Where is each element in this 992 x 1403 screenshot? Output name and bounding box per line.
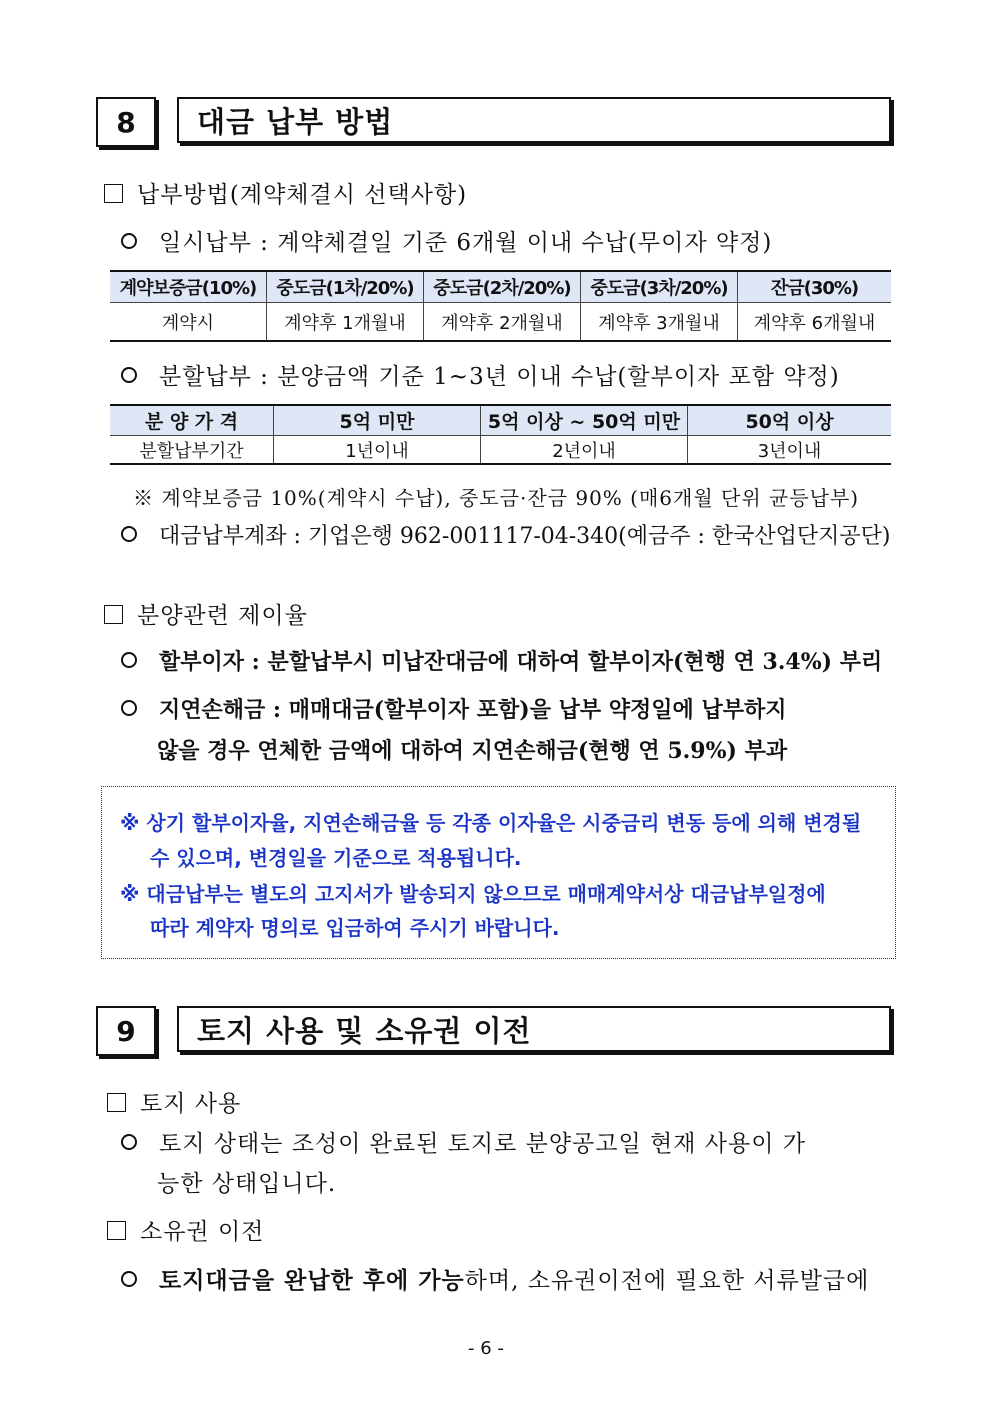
table-cell: 1년이내	[274, 436, 481, 465]
notice-line-3: ※ 대금납부는 별도의 고지서가 발송되지 않으므로 매매계약서상 대금납부일정에	[120, 882, 826, 906]
checkbox-square-icon	[104, 184, 123, 203]
table-cell: 계약후 3개월내	[581, 303, 738, 342]
table-header-cell: 5억 이상 ~ 50억 미만	[481, 405, 688, 436]
transfer-heading: 소유권 이전	[107, 1213, 264, 1246]
page-number: - 6 -	[468, 1338, 504, 1359]
deposit-note: ※ 계약보증금 10%(계약시 수납), 중도금·잔금 90% (매6개월 단위 균등납부)	[133, 486, 860, 510]
circle-bullet-icon	[121, 1134, 137, 1150]
interest-label: 할부이자 :	[159, 649, 268, 675]
installment-line: 분할납부 : 분양금액 기준 1~3년 이내 수납(할부이자 포함 약정)	[121, 358, 840, 391]
delay-text: 매매대금(할부이자 포함)을 납부 약정일에 납부하지	[288, 697, 787, 723]
table-cell: 계약후 1개월내	[267, 303, 424, 342]
land-use-line-1: 토지 상태는 조성이 완료된 토지로 분양공고일 현재 사용이 가	[121, 1125, 806, 1158]
table-row	[110, 303, 891, 342]
circle-bullet-icon	[121, 700, 137, 716]
table-header-cell: 50억 이상	[688, 405, 892, 436]
section-8-number: 8	[96, 97, 156, 147]
table-cell: 계약시	[110, 303, 267, 342]
transfer-bold-text: 토지대금을 완납한 후에 가능	[159, 1267, 465, 1294]
installment-table	[110, 404, 891, 465]
table-header-cell: 5억 미만	[274, 405, 481, 436]
table-header-row	[110, 271, 891, 303]
table-cell: 계약후 6개월내	[738, 303, 892, 342]
transfer-line	[121, 1262, 869, 1295]
notice-line-4: 따라 계약자 명의로 입금하여 주시기 바랍니다.	[150, 916, 560, 940]
circle-bullet-icon	[121, 367, 137, 383]
table-header-cell: 분 양 가 격	[110, 405, 274, 436]
checkbox-square-icon	[104, 605, 123, 624]
payment-method-heading: 납부방법(계약체결시 선택사항)	[104, 176, 467, 209]
land-use-line-2: 능한 상태입니다.	[157, 1171, 337, 1197]
table-header-cell: 잔금(30%)	[738, 271, 892, 303]
table-header-cell: 중도금(3차/20%)	[581, 271, 738, 303]
delay-label: 지연손해금 :	[159, 697, 289, 723]
account-line: 대금납부계좌 : 기업은행 962-001117-04-340(예금주 : 한국산업단지공단)	[121, 519, 891, 550]
notice-line-1: ※ 상기 할부이자율, 지연손해금율 등 각종 이자율은 시중금리 변동 등에 의해 변경될	[120, 811, 862, 835]
delay-line-2: 않을 경우 연체한 금액에 대하여 지연손해금(현행 연 5.9%) 부과	[157, 738, 788, 764]
transfer-rest-text: 하며, 소유권이전에 필요한 서류발급에	[464, 1268, 870, 1294]
table-header-row	[110, 405, 891, 436]
circle-bullet-icon	[121, 652, 137, 668]
table-cell: 계약후 2개월내	[424, 303, 581, 342]
section-9-number: 9	[96, 1006, 156, 1056]
delay-line-1	[121, 693, 786, 724]
table-header-cell: 중도금(1차/20%)	[267, 271, 424, 303]
table-header-cell: 중도금(2차/20%)	[424, 271, 581, 303]
lump-sum-line: 일시납부 : 계약체결일 기준 6개월 이내 수납(무이자 약정)	[121, 224, 772, 257]
table-header-cell: 계약보증금(10%)	[110, 271, 267, 303]
circle-bullet-icon	[121, 233, 137, 249]
table-cell: 3년이내	[688, 436, 892, 465]
table-row	[110, 436, 891, 465]
circle-bullet-icon	[121, 526, 137, 542]
lump-sum-table	[110, 270, 891, 342]
section-8-title: 대금 납부 방법	[177, 97, 891, 143]
checkbox-square-icon	[107, 1093, 126, 1112]
checkbox-square-icon	[107, 1221, 126, 1240]
land-use-heading: 토지 사용	[107, 1085, 241, 1118]
table-cell: 2년이내	[481, 436, 688, 465]
table-cell: 분할납부기간	[110, 436, 274, 465]
circle-bullet-icon	[121, 1271, 137, 1287]
interest-text: 분할납부시 미납잔대금에 대하여 할부이자(현행 연 3.4%) 부리	[267, 649, 883, 675]
section-9-title: 토지 사용 및 소유권 이전	[177, 1006, 891, 1052]
interest-line	[121, 645, 882, 676]
rates-heading: 분양관련 제이율	[104, 597, 308, 630]
notice-line-2: 수 있으며, 변경일을 기준으로 적용됩니다.	[150, 846, 522, 870]
